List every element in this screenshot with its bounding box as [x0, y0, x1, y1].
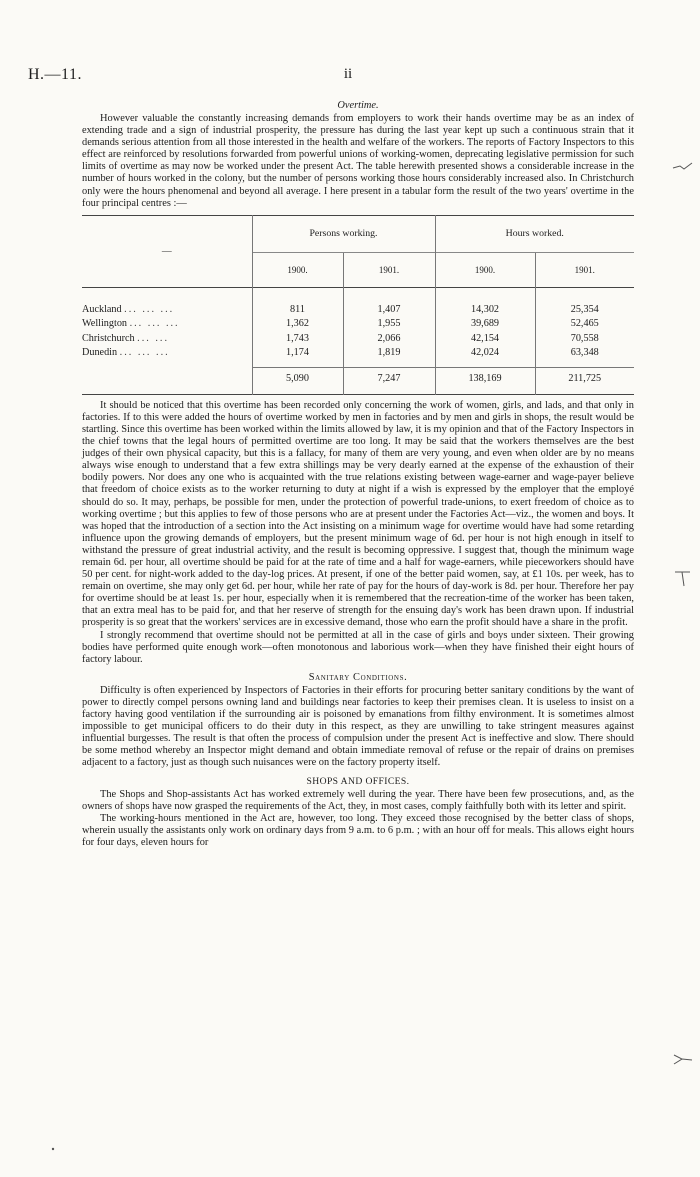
total-cell: 7,247 — [343, 368, 435, 394]
shops-paragraph-2: The working-hours mentioned in the Act are, however, too long. They exceed those recognised by the better class of shops, wherein usually the assistants only work on ordinary days from 9 a.m. to 6 p.m. ; with an hour off for meals. This allows eight hours for four days, eleven hours for — [82, 812, 634, 848]
page-header — [28, 66, 668, 88]
table-totals-row — [82, 368, 634, 394]
table-cell: 42,154 — [435, 332, 535, 346]
table-cell: 1,955 — [343, 317, 435, 331]
hours-worked-header: Hours worked. — [435, 215, 634, 252]
leader-dots: ... ... ... — [129, 318, 180, 330]
margin-tick-mark — [672, 160, 694, 178]
sanitary-paragraph: Difficulty is often experienced by Inspectors of Factories in their efforts for procuring better sanitary conditions by the want of power to directly compel persons owning land and buildings near factories to keep their premises clean. It is useless to insist on a factory having good ventilation if the surrounding air is poisoned by emanations from filthy environment. It is sometimes almost impossible to get municipal officers to do their duty in this respect, as they are unwilling to take stringent measures against influential burgesses. The result is that often the process of compulsion under the present Act is ineffective and slow. There should be some method whereby an Inspector might demand and obtain immediate removal of refuse or the repair of drains on premises adjacent to a factory, just as though such nuisances were on the factory property itself. — [82, 684, 634, 769]
table-group-header-row — [82, 215, 634, 252]
table-row — [82, 317, 634, 331]
table-row — [82, 287, 634, 317]
overtime-intro-paragraph: However valuable the constantly increasing demands from employers to work their hands overtime may be as an index of extending trade and a sign of industrial prosperity, the pressure has during the last year kept up such a continuous strain that it demands serious attention from all those interested in the health and welfare of the workers. The reports of Factory Inspectors to this effect are reinforced by resolutions forwarded from powerful unions of working-women, deprecating legislative permission for such limits of overtime as may now be worked under the present Act. The table herewith presented shows a considerable increase in the number of hours worked in the colony, but the number of persons working those hours considerably increased also. In Christchurch only were the hours phenomenal and beyond all average. I here present in a tabular form the result of the two years' overtime in the four principal centres :— — [82, 113, 634, 209]
margin-tick-mark — [672, 566, 694, 592]
city-name: Auckland — [82, 303, 122, 315]
shops-heading: SHOPS AND OFFICES. — [306, 775, 410, 787]
margin-dot-mark — [50, 1140, 56, 1156]
city-cell — [82, 346, 252, 368]
margin-tick-mark — [672, 1050, 694, 1076]
year-header: 1901. — [535, 252, 634, 287]
overtime-paragraph-2: It should be noticed that this overtime has been recorded only concerning the work of women, girls, and lads, and that only in factories. If to this were added the hours of overtime worked by men in factories and by men and girls in shops, the result would be startling. Since this overtime has been worked within the limits allowed by law, it is my opinion and that of the Factory Inspectors in the chief towns that the legal hours of permitted overtime are too long. It may be said that the workers themselves are the best judges of their own physical capacity, but this is a fallacy, for many of them are very young, and even when older are by no means always wise enough to understand that a few extra shillings may be very dearly earned at the expense of the exhaustion of their bodily powers. Nor does any one who is acquainted with the true relations existing between wage-earner and wage-payer believe that freedom of choice exists as to the worker returning to duty at night if a wish is expressed by the employer that the employé should do so. It may, perhaps, be possible for men, under the protection of powerful trade-unions, to exert freedom of choice as to working overtime ; but this applies to few of those persons who are at present under the Factories Act—viz., the women and boys. It was hoped that the introduction of a section into the Act insisting on a minimum wage for overtime would have had some retarding influence upon the growing demands of employers, but the present minimum wage of 6d. per hour is not high enough in itself to withstand the pressure of great industrial activity, and the result is becoming oppressive. I suggest that, though the minimum wage remain 6d. per hour, all overtime should be paid for at the rate of time and a half for wage-earners, while pieceworkers should have 50 per cent. for night-work added to the day-log prices. At present, if one of the better paid women, say, at £1 10s. per week, has to remain on overtime, she may only get 6d. per hour, while her rate of pay for the hours of day-work is 8d. per hour. Therefore her pay for overtime should be at least 1s. per hour, especially when it is remembered that the recreation-time of the worker has been taken, that an extra meal has to be paid for, and that her reserve of strength for the ensuing day's work has been drawn upon. If industrial prosperity is so great that the workers' services are in excessive demand, those who earn the profit should have a share in the profit. — [82, 399, 634, 629]
overtime-heading: Overtime. — [337, 100, 379, 111]
sanitary-heading: Sanitary Conditions. — [308, 671, 408, 683]
table-cell: 14,302 — [435, 287, 535, 317]
document-reference: H.—11. — [28, 66, 82, 83]
body-column — [82, 100, 634, 849]
total-cell: 138,169 — [435, 368, 535, 394]
table-cell: 1,819 — [343, 346, 435, 368]
table-cell: 811 — [252, 287, 343, 317]
year-header: 1900. — [252, 252, 343, 287]
year-header: 1901. — [343, 252, 435, 287]
total-cell: 5,090 — [252, 368, 343, 394]
table-cell: 1,407 — [343, 287, 435, 317]
city-cell — [82, 287, 252, 317]
table-cell: 70,558 — [535, 332, 634, 346]
table-cell: 63,348 — [535, 346, 634, 368]
leader-dots: ... ... — [137, 332, 169, 344]
persons-working-header: Persons working. — [252, 215, 435, 252]
table-cell: 1,743 — [252, 332, 343, 346]
year-header: 1900. — [435, 252, 535, 287]
city-cell — [82, 317, 252, 331]
leader-dots: ... ... ... — [124, 303, 175, 315]
total-cell: 211,725 — [535, 368, 634, 394]
overtime-paragraph-3: I strongly recommend that overtime should not be permitted at all in the case of girls and boys under sixteen. Their growing bodies have performed quite enough work—often monotonous and laborious work—when they have finished their eight hours of factory labour. — [82, 629, 634, 665]
page-number: ii — [343, 66, 353, 82]
city-name: Dunedin — [82, 347, 118, 359]
table-cell: 52,465 — [535, 317, 634, 331]
city-cell — [82, 332, 252, 346]
table-cell: 42,024 — [435, 346, 535, 368]
totals-label-cell — [82, 368, 252, 394]
table-cell: 25,354 — [535, 287, 634, 317]
table-row — [82, 346, 634, 368]
city-name: Christchurch — [82, 332, 135, 344]
city-name: Wellington — [82, 318, 128, 330]
table-cell: 1,362 — [252, 317, 343, 331]
table-row — [82, 332, 634, 346]
table-cell: 39,689 — [435, 317, 535, 331]
table-cell: 1,174 — [252, 346, 343, 368]
leader-dots: ... ... ... — [119, 347, 170, 359]
table-cell: 2,066 — [343, 332, 435, 346]
table-corner-dash: — — [161, 245, 172, 257]
overtime-table — [82, 215, 634, 395]
shops-paragraph-1: The Shops and Shop-assistants Act has worked extremely well during the year. There have been few prosecutions, and, as the owners of shops have now grasped the requirements of the Act, they, in most cases, comply faithfully both with its letter and spirit. — [82, 788, 634, 812]
